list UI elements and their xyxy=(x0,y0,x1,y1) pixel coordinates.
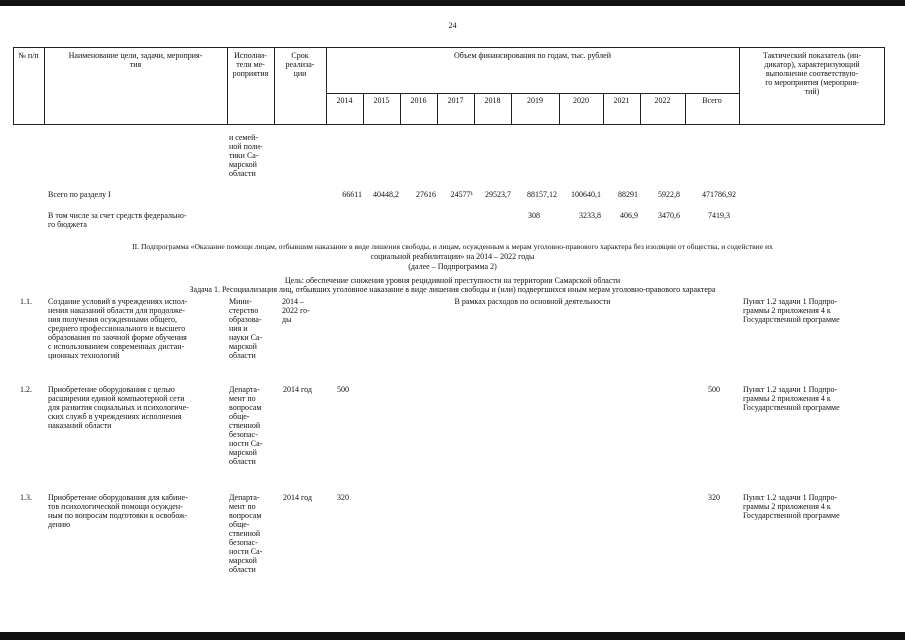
subprogram-line1: II. Подпрограмма «Оказание помощи лицам, отбывшим наказание в виде лишения свободы, и лицам, осужденным к мерам уголовно-правового характера без изоляции от общества, и содействие их xyxy=(132,242,773,251)
header-executor: Исполни- тели ме- роприятия xyxy=(232,51,269,78)
executor-continuation: и семей- ной поли- тики Са- марской области xyxy=(229,133,263,178)
subprogram-goal: Цель: обеспечение снижения уровня рецидивной преступности на территории Самарской области xyxy=(284,276,621,285)
total-value: 88291 xyxy=(618,190,638,199)
total-value: 66611 xyxy=(342,190,362,199)
page-number: 24 xyxy=(448,21,457,30)
total-value: 40448,2 xyxy=(373,190,399,199)
year-header: 2015 xyxy=(373,96,390,105)
subprogram-line3: (далее – Подпрограмма 2) xyxy=(408,262,497,271)
row-name: Создание условий в учреждениях испол- нения наказаний области для продолже- ния получения осужденными общего, среднего профессионального и высшего образования по заочной форме обучения с использованием современных дистан- ционных технологий xyxy=(48,297,188,360)
total-value: 27616 xyxy=(416,190,436,199)
year-header: 2019 xyxy=(527,96,543,105)
row-executor: Департа- мент по вопросам обще- ственной безопас- ности Са- марской области xyxy=(229,385,263,466)
federal-label: В том числе за счет средств федерально- го бюджета xyxy=(48,211,187,229)
total-value: 100640,1 xyxy=(571,190,601,199)
year-header: 2017 xyxy=(447,96,464,105)
federal-value: 406,9 xyxy=(620,211,638,220)
row-indicator: Пункт 1.2 задачи 1 Подпро- граммы 2 приложения 4 к Государственной программе xyxy=(743,385,840,412)
total-value: 29523,7 xyxy=(485,190,511,199)
year-header: 2021 xyxy=(613,96,630,105)
row-term: 2014 год xyxy=(283,493,312,502)
header-bottom-line xyxy=(13,124,884,125)
row-name: Приобретение оборудования с целью расширения единой компьютерной сети для развития социальных и психологиче- ских служб в учреждениях исполнения наказаний области xyxy=(48,385,189,430)
row-number: 1.1. xyxy=(20,297,32,306)
total-value: 88157,12 xyxy=(527,190,557,199)
federal-value: 308 xyxy=(528,211,540,220)
row-financing-note: В рамках расходов по основной деятельности xyxy=(454,297,611,306)
years-row-line xyxy=(326,93,739,94)
header-num: № п/п xyxy=(18,51,39,60)
year-header-total: Всего xyxy=(702,96,722,105)
year-header: 2018 xyxy=(484,96,501,105)
year-header: 2014 xyxy=(336,96,353,105)
row-indicator: Пункт 1.2 задачи 1 Подпро- граммы 2 приложения 4 к Государственной программе xyxy=(743,297,840,324)
federal-value-sum: 7419,3 xyxy=(708,211,730,220)
row-value-2014: 320 xyxy=(337,493,349,502)
year-header: 2022 xyxy=(654,96,671,105)
row-number: 1.3. xyxy=(20,493,32,502)
federal-value: 3470,6 xyxy=(658,211,680,220)
subprogram-task: Задача 1. Ресоциализация лиц, отбывших уголовное наказание в виде лишения свободы и (или) подвергшихся иным мерам уголовно-правового характера xyxy=(189,285,716,294)
row-value-2014: 500 xyxy=(337,385,349,394)
row-value-total: 500 xyxy=(708,385,720,394)
grid-vline xyxy=(884,47,885,125)
row-term: 2014 год xyxy=(283,385,312,394)
year-header: 2020 xyxy=(573,96,589,105)
scan-top-border xyxy=(0,0,905,6)
row-executor: Мини- стерство образова- ния и науки Са- марской области xyxy=(229,297,263,360)
total-value: 5922,8 xyxy=(658,190,680,199)
federal-value: 3233,8 xyxy=(579,211,601,220)
header-top-line xyxy=(13,47,884,48)
total-value-sum: 471786,92 xyxy=(702,190,736,199)
header-financing: Объем финансирования по годам, тыс. рублей xyxy=(454,51,611,60)
row-value-total: 320 xyxy=(708,493,720,502)
total-label: Всего по разделу I xyxy=(48,190,111,199)
total-value: 24577¹ xyxy=(450,190,473,199)
row-term: 2014 – 2022 го- ды xyxy=(282,297,310,324)
subprogram-line2: социальной реабилитации» на 2014 – 2022 годы xyxy=(370,252,535,261)
header-indicator: Тактический показатель (ин- дикатор), характеризующий выполнение соответствую- го мероприятия (мероприя- тий) xyxy=(762,51,862,96)
header-name: Наименование цели, задачи, мероприя- тия xyxy=(68,51,203,69)
header-term: Срок реализа- ции xyxy=(285,51,315,78)
row-number: 1.2. xyxy=(20,385,32,394)
row-indicator: Пункт 1.2 задачи 1 Подпро- граммы 2 приложения 4 к Государственной программе xyxy=(743,493,840,520)
row-name: Приобретение оборудования для кабине- тов психологической помощи осужден- ным по вопросам подготовки к освобож- дению xyxy=(48,493,188,529)
year-header: 2016 xyxy=(410,96,427,105)
row-executor: Департа- мент по вопросам обще- ственной безопас- ности Са- марской области xyxy=(229,493,263,574)
scan-bottom-border xyxy=(0,632,905,640)
